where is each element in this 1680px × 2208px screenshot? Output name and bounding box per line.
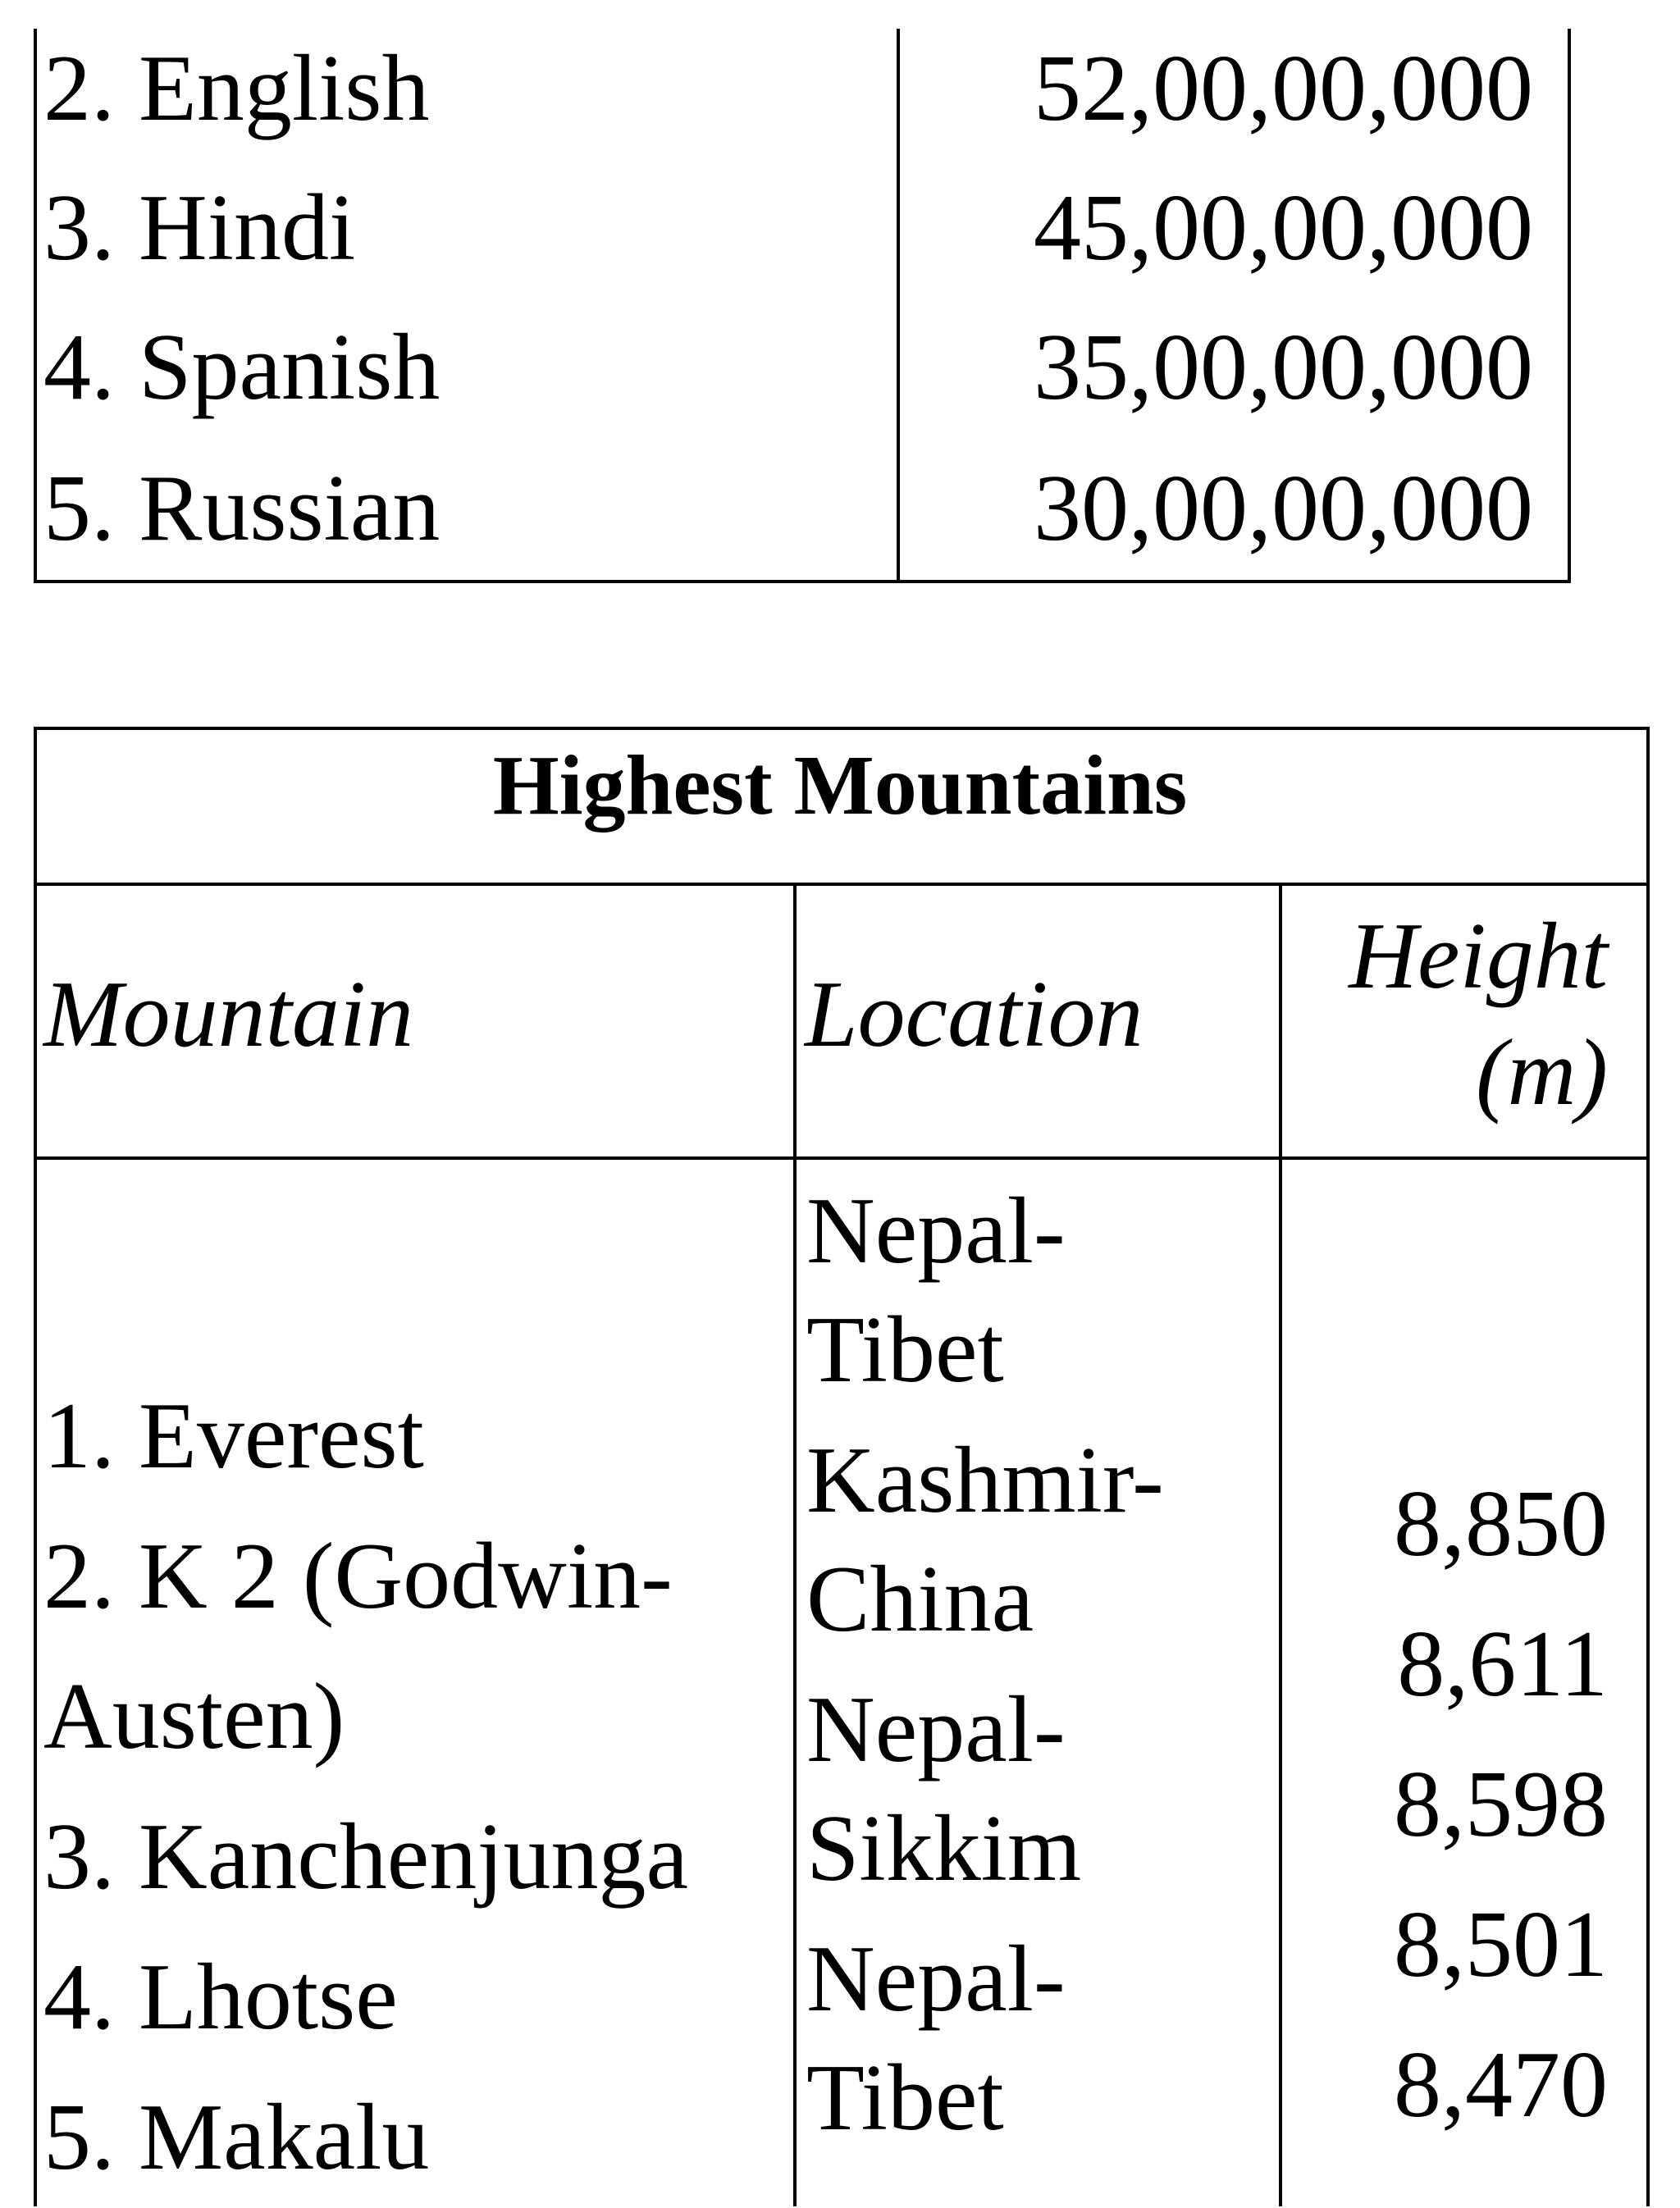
languages-table-left-border: [34, 29, 37, 583]
language-name: 2. English: [43, 36, 430, 141]
location-line: Sikkim: [806, 1796, 1082, 1901]
location-column: [806, 1172, 1164, 2169]
mountains-table-top-border: [34, 727, 1650, 730]
location-entry: [806, 1671, 1164, 1909]
mountain-height: 8,470: [1394, 2032, 1608, 2137]
mountain-column: [43, 1366, 688, 2208]
mountain-name: Austen): [43, 1664, 345, 1769]
speaker-count: 52,00,00,000: [1034, 36, 1533, 141]
title-row-divider: [34, 883, 1650, 886]
mountain-name: 1. Everest: [43, 1384, 424, 1489]
mountain-height: 8,850: [1394, 1471, 1608, 1576]
languages-table-bottom-border: [34, 580, 1571, 583]
language-name: 3. Hindi: [43, 176, 356, 281]
header-row-divider: [34, 1156, 1650, 1160]
mountain-name: 3. Kanchenjunga: [43, 1804, 688, 1909]
mountain-height: 8,611: [1397, 1612, 1608, 1717]
speaker-count: 45,00,00,000: [1034, 176, 1533, 281]
header-location: Location: [805, 962, 1144, 1067]
header-height-unit: (m): [1475, 1020, 1608, 1125]
location-line: Nepal-: [806, 1677, 1066, 1782]
header-mountain: Mountain: [43, 962, 414, 1067]
header-height: Height: [1349, 904, 1608, 1009]
languages-table-right-border: [1568, 29, 1571, 583]
column-divider-1: [793, 883, 797, 2206]
column-divider-2: [1279, 883, 1282, 2206]
mountain-height: 8,501: [1394, 1892, 1608, 1997]
height-column: [1394, 1454, 1608, 2156]
language-name: 5. Russian: [43, 456, 441, 561]
mountains-table-right-border: [1646, 727, 1650, 2206]
mountain-height: 8,598: [1394, 1752, 1608, 1857]
mountain-name: 2. K 2 (Godwin-: [43, 1524, 673, 1629]
table-title: Highest Mountains: [492, 738, 1188, 833]
location-line: Nepal-: [806, 1927, 1066, 2032]
location-line: Kashmir-: [806, 1428, 1164, 1533]
mountains-table-left-border: [34, 727, 37, 2206]
mountain-name: 5. Makalu: [43, 2085, 430, 2190]
speaker-count: 30,00,00,000: [1034, 456, 1533, 561]
location-line: China: [806, 1547, 1034, 1652]
location-line: Tibet: [806, 2046, 1004, 2151]
speaker-count: 35,00,00,000: [1034, 315, 1533, 420]
location-entry: [806, 1172, 1164, 1410]
location-line: Tibet: [806, 1298, 1004, 1403]
languages-table-column-divider: [897, 29, 900, 583]
language-name: 4. Spanish: [43, 315, 441, 420]
location-entry: [806, 1920, 1164, 2158]
location-line: Nepal-: [806, 1179, 1066, 1284]
location-entry: [806, 1421, 1164, 1659]
mountain-name: 4. Lhotse: [43, 1945, 398, 2050]
